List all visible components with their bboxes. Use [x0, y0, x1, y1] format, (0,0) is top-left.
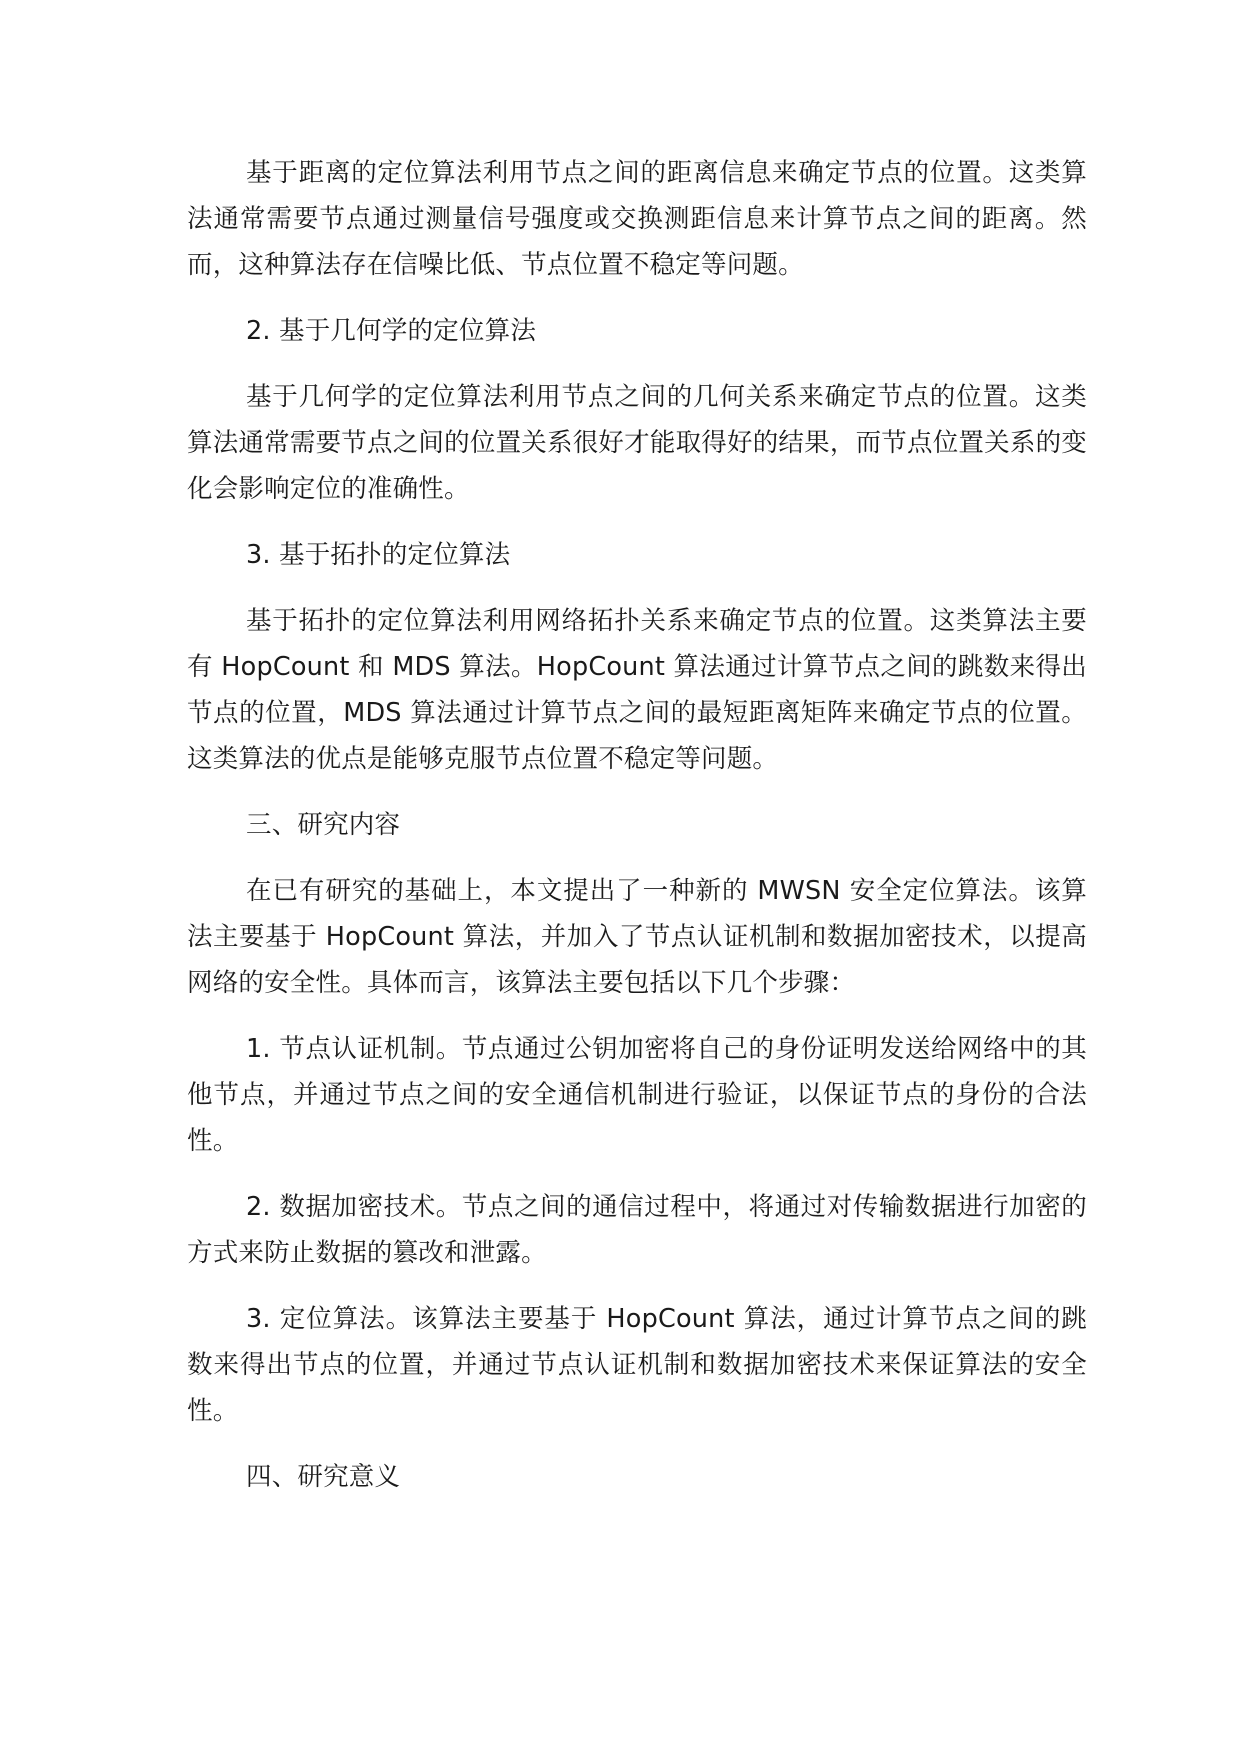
heading-topology-based: 3. 基于拓扑的定位算法	[246, 540, 511, 570]
heading-research-significance: 四、研究意义	[246, 1462, 401, 1492]
heading-geometry-based: 2. 基于几何学的定位算法	[246, 316, 537, 346]
heading-research-content: 三、研究内容	[246, 810, 401, 840]
paragraph-step-node-auth: 1. 节点认证机制。节点通过公钥加密将自己的身份证明发送给网络中的其他节点，并通过节点之间的安全通信机制进行验证，以保证节点的身份的合法性。	[187, 1034, 1087, 1156]
paragraph-step-localization: 3. 定位算法。该算法主要基于 HopCount 算法，通过计算节点之间的跳数来得出节点的位置，并通过节点认证机制和数据加密技术来保证算法的安全性。	[187, 1304, 1087, 1426]
paragraph-topology-based: 基于拓扑的定位算法利用网络拓扑关系来确定节点的位置。这类算法主要有 HopCount 和 MDS 算法。HopCount 算法通过计算节点之间的跳数来得出节点的位置，MDS 算法通过计算节点之间的最短距离矩阵来确定节点的位置。这类算法的优点是能够克服节点位置不稳定等问题。	[187, 606, 1087, 774]
paragraph-geometry-based: 基于几何学的定位算法利用节点之间的几何关系来确定节点的位置。这类算法通常需要节点之间的位置关系很好才能取得好的结果，而节点位置关系的变化会影响定位的准确性。	[187, 382, 1087, 504]
paragraph-research-content: 在已有研究的基础上，本文提出了一种新的 MWSN 安全定位算法。该算法主要基于 HopCount 算法，并加入了节点认证机制和数据加密技术，以提高网络的安全性。具体而言，该算法主要包括以下几个步骤：	[187, 876, 1087, 998]
document-body	[187, 150, 1087, 1520]
paragraph-step-data-encryption: 2. 数据加密技术。节点之间的通信过程中，将通过对传输数据进行加密的方式来防止数据的篡改和泄露。	[187, 1192, 1087, 1268]
paragraph-distance-based: 基于距离的定位算法利用节点之间的距离信息来确定节点的位置。这类算法通常需要节点通过测量信号强度或交换测距信息来计算节点之间的距离。然而，这种算法存在信噪比低、节点位置不稳定等问题。	[187, 158, 1087, 280]
